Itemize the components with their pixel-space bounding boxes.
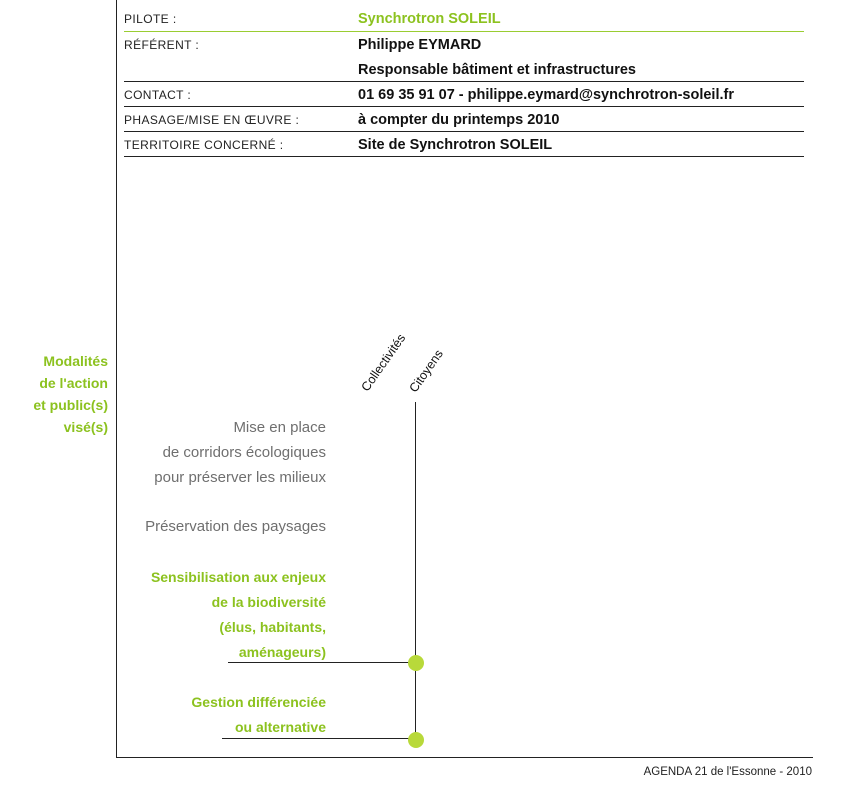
- row-pilote: [124, 6, 804, 32]
- action-corridors: [154, 415, 326, 490]
- left-rule: [116, 0, 117, 758]
- column-header-citoyens: Citoyens: [406, 347, 446, 395]
- action-line: pour préserver les milieux: [154, 469, 326, 486]
- pilote-value: Synchrotron SOLEIL: [358, 11, 501, 27]
- action-line: aménageurs): [238, 644, 326, 660]
- action-line: de corridors écologiques: [162, 444, 326, 461]
- row-territoire: [124, 132, 804, 157]
- action-paysages: [145, 514, 326, 539]
- action-line: de la biodiversité: [211, 594, 326, 610]
- contact-label: CONTACT :: [124, 88, 192, 102]
- citoyens-column-line: [415, 402, 416, 740]
- info-table: [124, 6, 804, 157]
- territoire-value: Site de Synchrotron SOLEIL: [358, 137, 553, 153]
- citoyens-dot-gestion: [408, 732, 424, 748]
- action-underline: [222, 738, 416, 739]
- column-header-collectivites: Collectivités: [358, 331, 409, 394]
- section-title-line: visé(s): [63, 419, 108, 435]
- pilote-label: PILOTE :: [124, 12, 177, 26]
- contact-value: 01 69 35 91 07 - philippe.eymard@synchrotron-soleil.fr: [358, 87, 734, 103]
- referent-role: Responsable bâtiment et infrastructures: [358, 62, 636, 78]
- action-gestion: [191, 690, 326, 740]
- row-phasage: [124, 107, 804, 132]
- action-line: ou alternative: [234, 719, 326, 735]
- territoire-label: TERRITOIRE CONCERNÉ :: [124, 138, 284, 152]
- action-underline: [228, 662, 416, 663]
- action-line: (élus, habitants,: [219, 619, 326, 635]
- action-line: Sensibilisation aux enjeux: [150, 569, 326, 585]
- section-title-line: de l'action: [39, 375, 108, 391]
- row-referent: [124, 32, 804, 82]
- action-line: Mise en place: [233, 419, 326, 436]
- section-title: [0, 350, 108, 438]
- row-contact: [124, 82, 804, 107]
- action-sensibilisation: [151, 565, 326, 665]
- footer: AGENDA 21 de l'Essonne - 2010: [643, 766, 812, 778]
- phasage-label: PHASAGE/MISE EN ŒUVRE :: [124, 113, 300, 127]
- phasage-value: à compter du printemps 2010: [358, 112, 560, 128]
- bottom-rule: [116, 757, 813, 758]
- referent-label: RÉFÉRENT :: [124, 38, 200, 52]
- referent-name: Philippe EYMARD: [358, 37, 482, 53]
- section-title-line: Modalités: [43, 353, 108, 369]
- citoyens-dot-sensibilisation: [408, 655, 424, 671]
- section-title-line: et public(s): [33, 397, 108, 413]
- action-line: Gestion différenciée: [191, 694, 326, 710]
- action-line: Préservation des paysages: [145, 518, 326, 535]
